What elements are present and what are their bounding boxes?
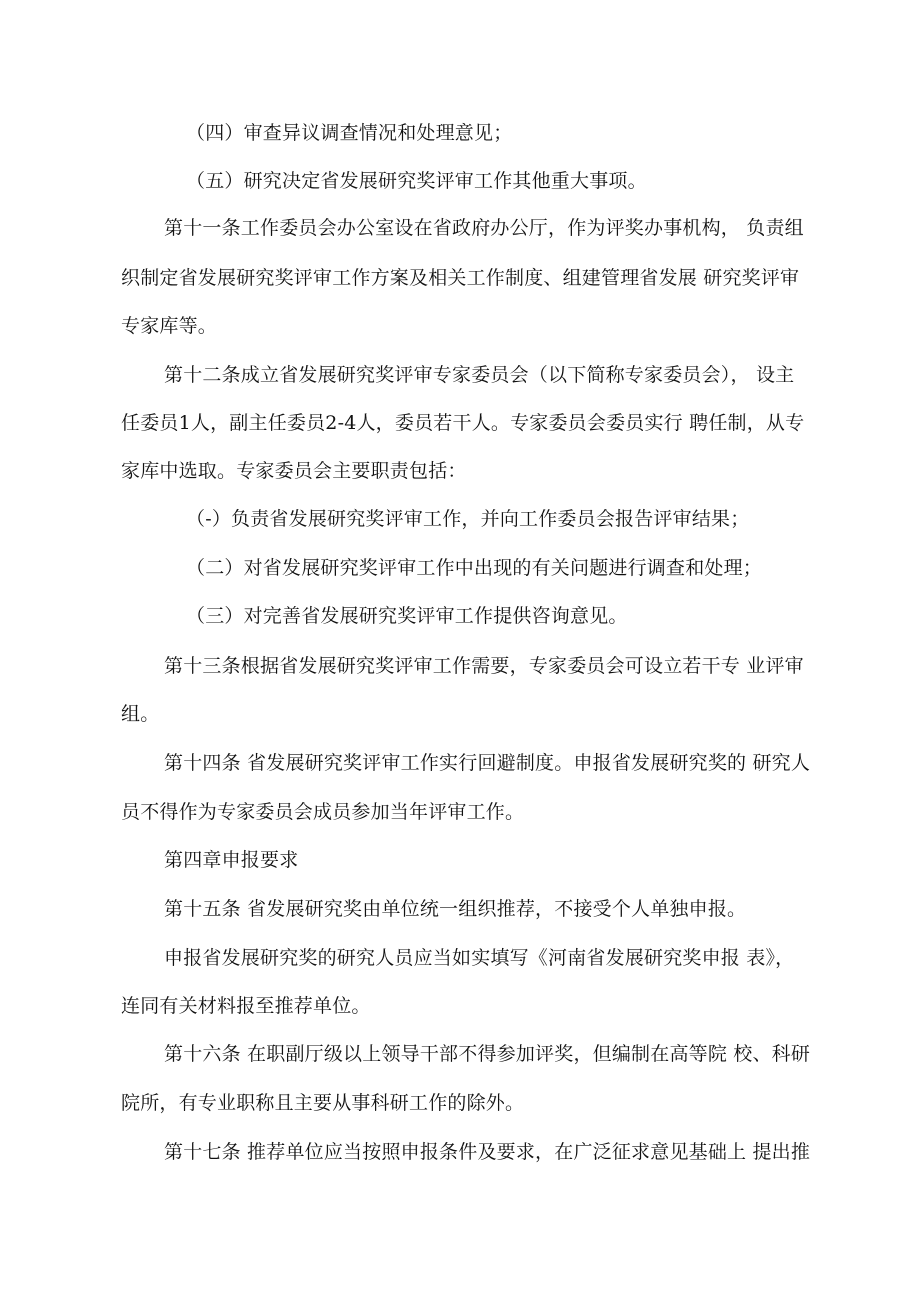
article-15-line-2: 申报省发展研究奖的研究人员应当如实填写《河南省发展研究奖申报 表》， bbox=[164, 947, 795, 969]
article-12-line-1: 第十二条成立省发展研究奖评审专家委员会（以下简称专家委员会）， 设主 bbox=[164, 364, 795, 386]
article-14-line-1: 第十四条 省发展研究奖评审工作实行回避制度。申报省发展研究奖的 研究人 bbox=[164, 752, 811, 774]
article-13-line-2: 组。 bbox=[121, 703, 160, 725]
article-17-line-1: 第十七条 推荐单位应当按照申报条件及要求，在广泛征求意见基础上 提出推 bbox=[164, 1141, 811, 1163]
duty-item-2: （二）对省发展研究奖评审工作中出现的有关问题进行调查和处理； bbox=[186, 557, 763, 579]
article-16-line-2: 院所，有专业职称且主要从事科研工作的除外。 bbox=[121, 1092, 525, 1114]
duty-item-1: （-）负责省发展研究奖评审工作，并向工作委员会报告评审结果； bbox=[186, 508, 750, 530]
text-line-item-5: （五）研究决定省发展研究奖评审工作其他重大事项。 bbox=[186, 170, 647, 192]
article-14-line-2: 员不得作为专家委员会成员参加当年评审工作。 bbox=[121, 801, 525, 823]
duty-item-3: （三）对完善省发展研究奖评审工作提供咨询意见。 bbox=[186, 605, 628, 627]
article-11-line-3: 专家库等。 bbox=[121, 315, 218, 337]
article-11-line-2: 织制定省发展研究奖评审工作方案及相关工作制度、组建管理省发展 研究奖评审 bbox=[121, 267, 800, 289]
text-line-item-4: （四）审查异议调查情况和处理意见； bbox=[186, 122, 513, 144]
article-16-line-1: 第十六条 在职副厅级以上领导干部不得参加评奖，但编制在高等院 校、科研 bbox=[164, 1043, 811, 1065]
article-15-line-1: 第十五条 省发展研究奖由单位统一组织推荐，不接受个人单独申报。 bbox=[164, 898, 747, 920]
article-11-line-1: 第十一条工作委员会办公室设在省政府办公厅，作为评奖办事机构， 负责组 bbox=[164, 217, 804, 239]
chapter-4-heading: 第四章申报要求 bbox=[164, 849, 299, 871]
article-13-line-1: 第十三条根据省发展研究奖评审工作需要，专家委员会可设立若干专 业评审 bbox=[164, 655, 804, 677]
article-15-line-3: 连同有关材料报至推荐单位。 bbox=[121, 995, 371, 1017]
article-12-line-2: 任委员1人，副主任委员2-4人，委员若干人。专家委员会委员实行 聘任制，从专 bbox=[121, 412, 805, 434]
article-12-line-3: 家库中选取。专家委员会主要职责包括： bbox=[121, 460, 467, 482]
